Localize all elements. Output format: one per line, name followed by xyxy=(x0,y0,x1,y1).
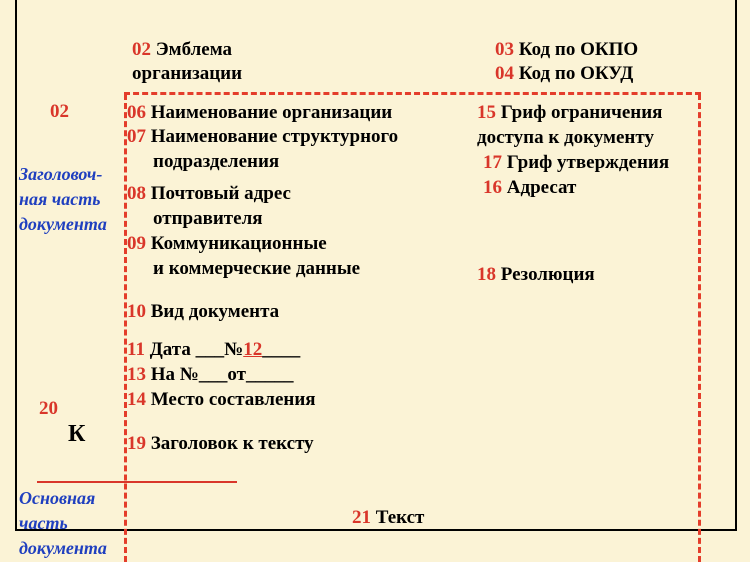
item-19-heading: 19 Заголовок к тексту xyxy=(127,433,314,454)
to-letter-k: К xyxy=(68,421,86,447)
item-09-communication-data: 09 Коммуникационные xyxy=(127,233,327,254)
item-17-approval: 17 Гриф утверждения xyxy=(483,152,670,173)
item-06-org-name: 06 Наименование организации xyxy=(127,102,393,123)
item-02-emblem-line2: организации xyxy=(132,63,243,84)
item-18-resolution: 18 Резолюция xyxy=(477,264,595,285)
side-number-20: 20 xyxy=(39,398,58,419)
signature-line xyxy=(37,481,237,483)
dashed-right-border xyxy=(698,94,701,562)
item-15-access-restriction: 15 Гриф ограничения xyxy=(477,102,663,123)
dashed-left-border xyxy=(124,94,127,562)
dashed-top-border xyxy=(124,92,701,95)
side-number-02: 02 xyxy=(50,101,69,122)
item-02-emblem: 02 Эмблема xyxy=(132,39,233,60)
item-08-postal-address-line2: отправителя xyxy=(153,208,263,229)
item-10-document-type: 10 Вид документа xyxy=(127,301,280,322)
item-07-structural-unit-line2: подразделения xyxy=(153,151,280,172)
item-14-place: 14 Место составления xyxy=(127,389,316,410)
item-08-postal-address: 08 Почтовый адрес xyxy=(127,183,291,204)
item-11-date: 11 Дата ___№12____ xyxy=(127,339,301,360)
item-13-reference: 13 На №___от_____ xyxy=(127,364,294,385)
side-label-header-part: Заголовоч- ная часть документа xyxy=(19,164,107,234)
item-04-okud: 04 Код по ОКУД xyxy=(495,63,634,84)
item-15-access-restriction-line2: доступа к документу xyxy=(477,127,654,148)
item-09-communication-data-line2: и коммерческие данные xyxy=(153,258,361,279)
item-07-structural-unit: 07 Наименование структурного xyxy=(127,126,399,147)
item-03-okpo: 03 Код по ОКПО xyxy=(495,39,639,60)
item-21-text: 21 Текст xyxy=(352,507,425,528)
side-label-main-part: Основная часть документа xyxy=(19,488,107,558)
item-16-addressee: 16 Адресат xyxy=(483,177,577,198)
